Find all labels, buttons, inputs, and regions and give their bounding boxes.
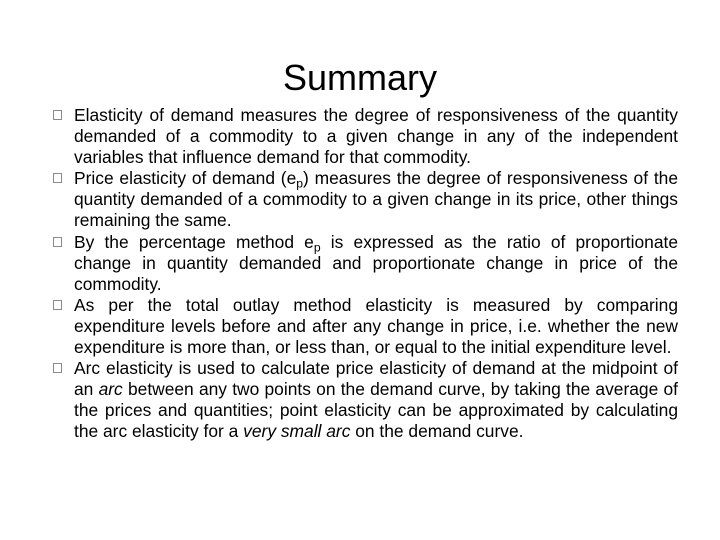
bullet-text-part: ) measures the degree of responsiveness of the quantity demanded of a commodity to a given change in its price, other things remaining the same. bbox=[74, 168, 679, 231]
slide-title: Summary bbox=[282, 57, 438, 99]
italic-text: arc bbox=[98, 379, 123, 400]
square-bullet-icon bbox=[53, 237, 62, 247]
bullet-item-price-elasticity bbox=[56, 168, 678, 231]
square-bullet-icon bbox=[53, 173, 62, 183]
bullet-text-part: By the percentage method e bbox=[74, 231, 314, 252]
bullet-list bbox=[56, 105, 678, 443]
bullet-item-total-outlay-method bbox=[56, 295, 678, 358]
square-bullet-icon bbox=[53, 110, 62, 120]
square-bullet-icon bbox=[53, 300, 62, 310]
bullet-text-part: Price elasticity of demand (e bbox=[74, 168, 297, 189]
bullet-item-arc-elasticity bbox=[56, 358, 678, 442]
subscript-p: p bbox=[296, 176, 304, 191]
bullet-item-percentage-method bbox=[56, 232, 678, 295]
italic-text: very small arc bbox=[243, 421, 351, 442]
subscript-p: p bbox=[313, 240, 321, 255]
square-bullet-icon bbox=[53, 363, 62, 373]
bullet-text-part: on the demand curve. bbox=[350, 421, 524, 442]
bullet-text-part: is expressed as the ratio of proportionate change in quantity demanded and proportionate change in price of the commodity. bbox=[74, 231, 678, 294]
bullet-text-part: between any two points on the demand curve, by taking the average of the prices and quantities; point elasticity can be approximated by calculating the arc elasticity for a bbox=[74, 379, 678, 442]
bullet-text: Elasticity of demand measures the degree of responsiveness of the quantity demanded of a commodity to a given change in any of the independent variables that influence demand for that commodity. bbox=[74, 105, 678, 168]
bullet-text: As per the total outlay method elasticity is measured by comparing expenditure levels before and after any change in price, i.e. whether the new expenditure is more than, or less than, or equal to the initial expenditure level. bbox=[74, 294, 678, 358]
bullet-item-elasticity-definition bbox=[56, 105, 678, 168]
bullet-text-part: Arc elasticity is used to calculate price elasticity of demand at the midpoint of an bbox=[74, 358, 678, 400]
